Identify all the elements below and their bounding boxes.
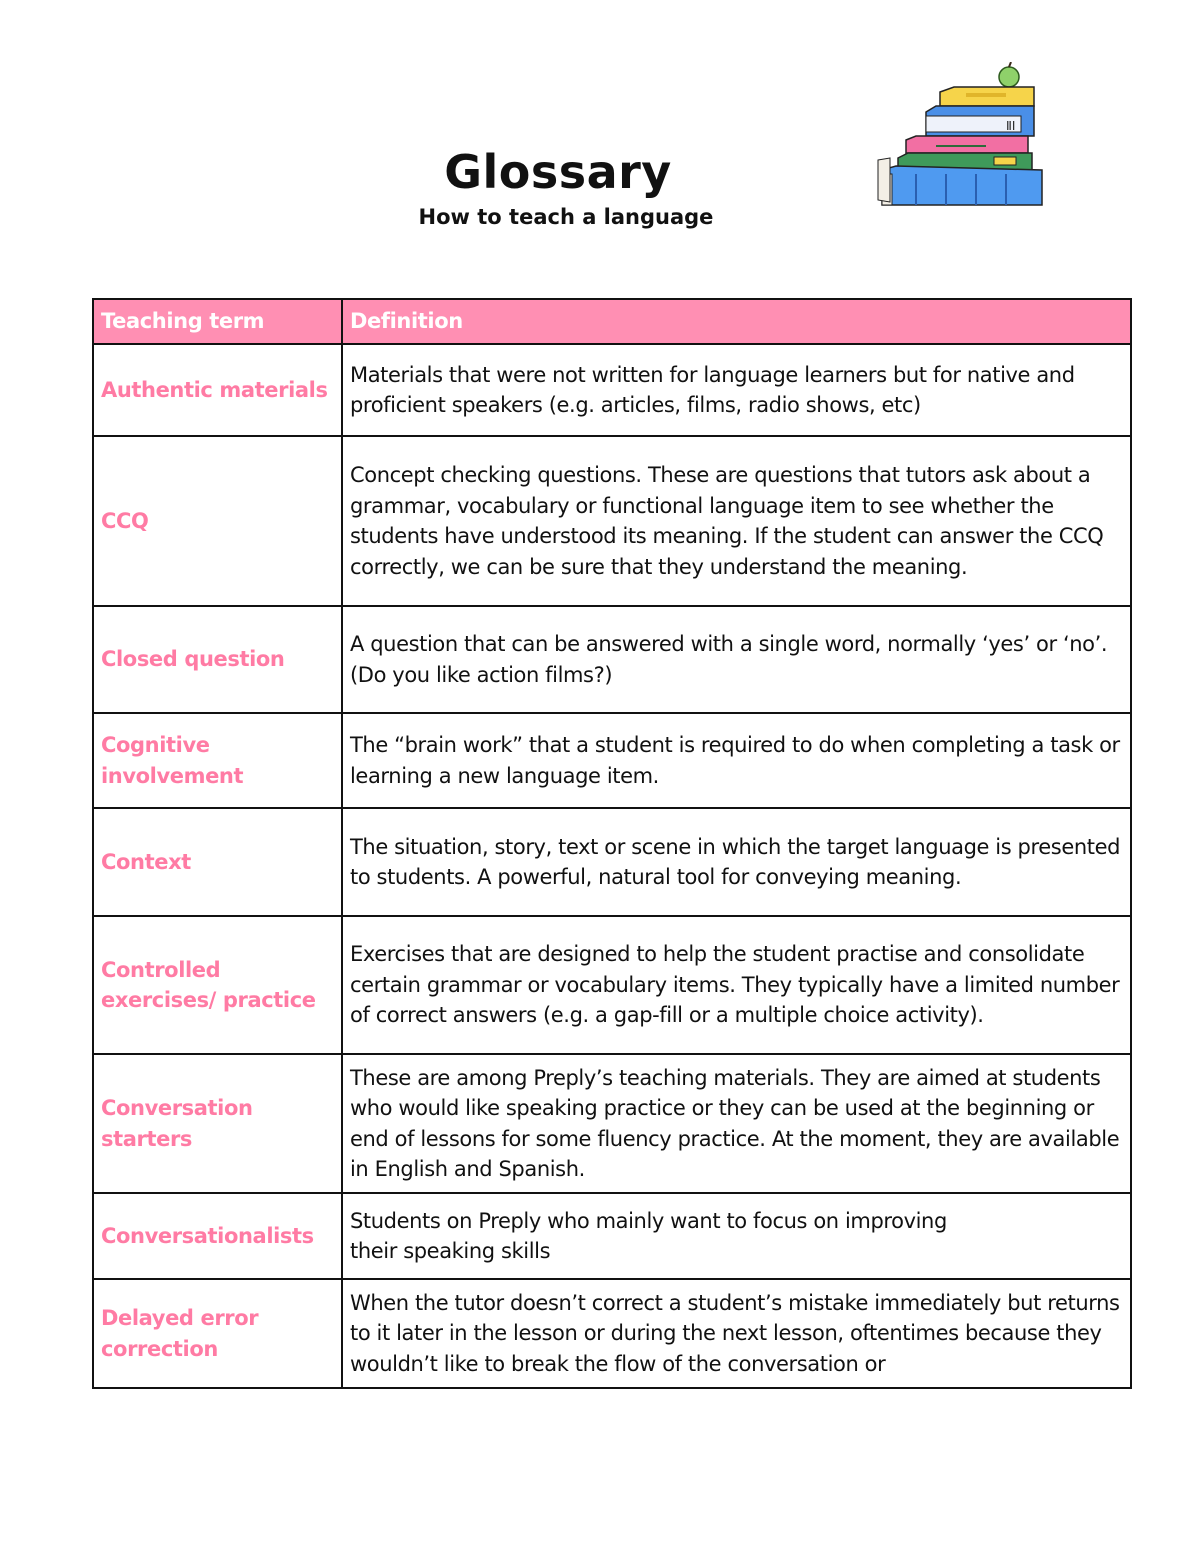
table-row xyxy=(93,713,1131,808)
term-cell: Conversationalists xyxy=(93,1193,342,1279)
definition-cell xyxy=(342,436,1131,606)
glossary-table xyxy=(92,298,1132,1389)
definition-cell xyxy=(342,1279,1131,1388)
table-row xyxy=(93,344,1131,436)
definition-cell xyxy=(342,1054,1131,1193)
page-title: Glossary xyxy=(444,145,672,199)
table-row xyxy=(93,916,1131,1054)
table-row xyxy=(93,436,1131,606)
column-header-definition: Definition xyxy=(342,299,1131,344)
svg-text:ⅡⅠ: ⅡⅠ xyxy=(1006,119,1016,133)
definition-cell xyxy=(342,916,1131,1054)
definition-text: When the tutor doesn’t correct a student’s mistake immediately but returns to it later in the lesson or during the next lesson, oftentimes because they wouldn’t like to break the flow of the conversation or xyxy=(350,1290,1120,1376)
definition-text: These are among Preply’s teaching materials. They are aimed at students who would like speaking practice or they can be used at the beginning or end of lessons for some fluency practice. At the moment, they are available in English and Spanish. xyxy=(350,1065,1120,1181)
definition-example: (Do you like action films?) xyxy=(350,662,613,687)
table-header-row xyxy=(93,299,1131,344)
definition-cell xyxy=(342,808,1131,916)
definition-cell xyxy=(342,1193,1131,1279)
table-row xyxy=(93,606,1131,713)
table-row xyxy=(93,808,1131,916)
term-cell: Conversation starters xyxy=(93,1054,342,1193)
table-row xyxy=(93,1279,1131,1388)
definition-cell xyxy=(342,713,1131,808)
term-cell: Controlled exercises/ practice xyxy=(93,916,342,1054)
term-cell: Authentic materials xyxy=(93,344,342,436)
term-cell: Cognitive involvement xyxy=(93,713,342,808)
stack-of-books-icon xyxy=(876,62,1046,212)
page-subtitle: How to teach a language xyxy=(418,205,714,229)
definition-text-continued: their speaking skills xyxy=(350,1239,551,1263)
definition-text: Materials that were not written for language learners but for native and proficient speakers (e.g. articles, films, radio shows, etc) xyxy=(350,362,1075,417)
term-cell: Closed question xyxy=(93,606,342,713)
definition-text: The “brain work” that a student is required to do when completing a task or learning a new language item. xyxy=(350,733,1120,788)
column-header-term: Teaching term xyxy=(93,299,342,344)
term-cell: Context xyxy=(93,808,342,916)
definition-text: A question that can be answered with a single word, normally ‘yes’ or ‘no’. xyxy=(350,632,1108,656)
table-row xyxy=(93,1193,1131,1279)
definition-text: The situation, story, text or scene in which the target language is presented to students. A powerful, natural tool for conveying meaning. xyxy=(350,834,1121,889)
definition-text: Students on Preply who mainly want to focus on improving xyxy=(350,1208,947,1233)
definition-cell xyxy=(342,344,1131,436)
definition-cell xyxy=(342,606,1131,713)
definition-text: Exercises that are designed to help the student practise and consolidate certain grammar or vocabulary items. They typically have a limited number of correct answers (e.g. a gap-fill or a multiple choice activity). xyxy=(350,942,1120,1028)
definition-text: Concept checking questions. These are questions that tutors ask about a grammar, vocabulary or functional language item to see whether the students have understood its meaning. If the student can answer the CCQ correctly, we can be sure that they understand the meaning. xyxy=(350,463,1104,579)
term-cell: Delayed error correction xyxy=(93,1279,342,1388)
term-cell: CCQ xyxy=(93,436,342,606)
table-row xyxy=(93,1054,1131,1193)
